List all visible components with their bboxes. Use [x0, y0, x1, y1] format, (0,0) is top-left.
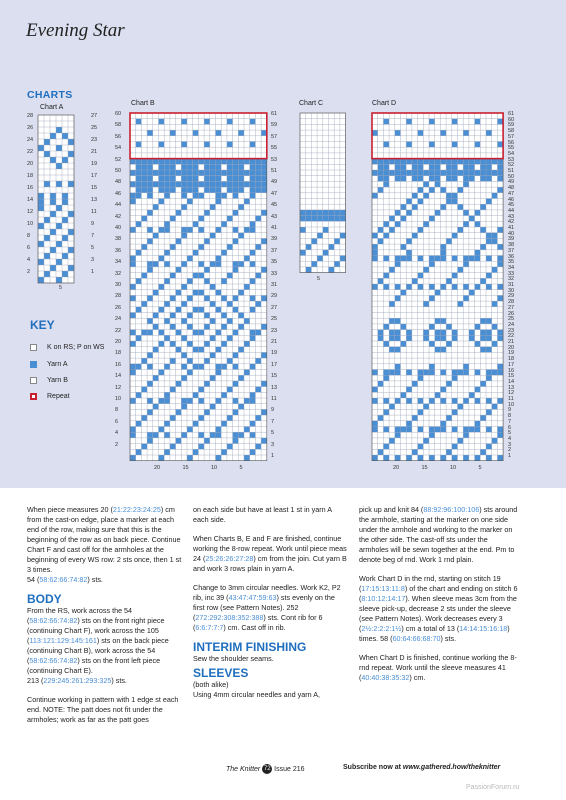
row-number: 16: [508, 367, 515, 374]
row-number: 27: [271, 304, 278, 311]
row-number: 21: [508, 339, 515, 345]
row-number: 56: [508, 139, 515, 146]
row-number: 24: [115, 316, 122, 323]
row-number: 9: [91, 221, 95, 227]
row-number: 16: [27, 185, 34, 191]
row-number: 49: [508, 179, 515, 186]
page-number: 72: [263, 766, 271, 772]
continue-paragraph: Continue working in pattern with 1 edge st each end. NOTE: The patt does not fit under the armholes; work as far as the patt goes: [27, 695, 179, 724]
row-number: 56: [115, 133, 122, 140]
row-number: 18: [508, 356, 515, 363]
row-number: 53: [508, 156, 515, 163]
chart-a-title: Chart A: [40, 104, 64, 111]
row-number: 26: [115, 304, 122, 311]
column-number: 5: [239, 465, 243, 471]
sleeves-paragraph: (both alike) Using 4mm circular needles and yarn A,: [193, 680, 321, 699]
row-number: 12: [115, 384, 122, 391]
issue-number: Issue 216: [274, 765, 305, 773]
row-number: 7: [91, 233, 95, 239]
key-swatch-repeat: [30, 393, 37, 400]
row-number: 23: [91, 137, 98, 143]
row-number: 7: [508, 418, 512, 425]
row-number: 6: [115, 418, 119, 425]
row-number: 37: [271, 247, 278, 254]
chart-d-title: Chart D: [372, 100, 397, 107]
charts-heading: CHARTS: [27, 89, 73, 101]
row-number: 30: [508, 287, 515, 294]
row-number: 33: [271, 270, 278, 277]
row-number: 40: [115, 225, 122, 231]
row-number: 52: [508, 162, 515, 169]
watermark: PassionForum.ru: [466, 784, 520, 791]
row-number: 39: [508, 236, 515, 243]
row-number: 15: [91, 185, 98, 191]
column-number: 15: [421, 465, 428, 471]
row-number: 24: [27, 137, 34, 143]
row-number: 14: [27, 197, 34, 203]
row-number: 31: [271, 282, 278, 288]
row-number: 42: [508, 219, 515, 226]
row-number: 9: [271, 407, 275, 414]
row-number: 61: [271, 111, 278, 117]
row-number: 5: [91, 245, 95, 251]
interim-finishing-text: Sew the shoulder seams.: [193, 654, 274, 663]
row-number: 1: [271, 453, 275, 459]
chartB-grid: [129, 112, 268, 462]
row-number: 54: [508, 150, 515, 157]
row-number: 3: [508, 441, 512, 448]
row-number: 40: [508, 230, 515, 237]
row-number: 21: [271, 339, 278, 345]
row-number: 38: [508, 242, 515, 249]
sleeves-heading: SLEEVES: [193, 666, 249, 680]
column-number: 20: [154, 465, 161, 471]
row-number: 17: [271, 361, 278, 368]
row-number: 8: [27, 233, 31, 239]
magazine-name: The Knitter: [226, 765, 261, 773]
row-number: 35: [508, 259, 515, 266]
row-number: 34: [508, 264, 515, 271]
column-number: 5: [478, 465, 482, 471]
row-number: 28: [27, 113, 34, 119]
row-number: 58: [115, 122, 122, 129]
text-column-1: [27, 505, 182, 734]
row-number: 5: [271, 430, 275, 437]
row-number: 18: [27, 173, 34, 179]
interim-finishing-heading: INTERIM FINISHING: [193, 640, 307, 654]
row-number: 26: [508, 310, 515, 317]
row-number: 1: [91, 269, 95, 275]
row-number: 28: [508, 299, 515, 306]
row-number: 7: [271, 418, 275, 425]
row-number: 30: [115, 282, 122, 288]
row-number: 10: [115, 396, 122, 402]
row-number: 38: [115, 236, 122, 243]
row-number: 4: [508, 435, 512, 442]
row-number: 39: [271, 236, 278, 243]
page-title: Evening Star: [26, 20, 125, 41]
subscribe-link[interactable]: www.gathered.how/theknitter: [402, 764, 501, 771]
row-number: 26: [27, 125, 34, 131]
key-label-yarn-a: Yarn A: [47, 360, 68, 368]
row-number: 22: [508, 333, 515, 340]
row-number: 3: [91, 257, 95, 263]
sleeve-finish-paragraph: When Chart D is finished, continue working the 8-rnd repeat. Work until the sleeve measures 41 (40:40:38:35:32) cm.: [359, 653, 517, 682]
row-number: 19: [271, 350, 278, 357]
key-swatch-yarn-b: [30, 377, 37, 384]
chart-c-title: Chart C: [299, 100, 324, 107]
row-number: 34: [115, 259, 122, 266]
row-number: 43: [271, 213, 278, 220]
row-number: 22: [115, 327, 122, 334]
key-item-knit: [30, 342, 104, 352]
row-number: 23: [508, 327, 515, 334]
row-number: 4: [115, 430, 119, 437]
row-number: 47: [508, 190, 515, 197]
body-paragraph: From the RS, work across the 54 (58:62:66:74:82) sts on the front right piece (continuing Chart F), work across the 105 (113:121:129:145:161) sts on the back piece (continuing Chart B), work across the 54 (58:62:66:74:82) sts on the front left piece (continuing Chart E). 213 (229:245:261:293:325) sts.: [27, 606, 169, 685]
footer-subscribe: Subscribe now at www.gathered.how/theknitter: [343, 764, 501, 771]
row-number: 61: [508, 111, 515, 117]
key-label-knit: K on RS; P on WS: [47, 343, 105, 351]
row-number: 20: [508, 344, 515, 351]
row-number: 15: [508, 373, 515, 380]
row-number: 19: [508, 350, 515, 357]
row-number: 29: [271, 293, 278, 300]
row-number: 6: [508, 424, 512, 431]
row-number: 57: [271, 133, 278, 140]
row-number: 41: [271, 225, 278, 231]
row-number: 58: [508, 128, 515, 135]
chart-a: [37, 114, 87, 282]
row-number: 17: [508, 361, 515, 368]
row-number: 16: [115, 361, 122, 368]
row-number: 20: [27, 161, 34, 167]
row-number: 6: [27, 245, 31, 251]
row-number: 13: [508, 384, 515, 391]
row-number: 2: [115, 441, 119, 448]
row-number: 45: [508, 202, 515, 209]
row-number: 51: [271, 168, 278, 174]
chartC-grid: [299, 112, 347, 274]
row-number: 11: [508, 396, 514, 402]
row-number: 33: [508, 270, 515, 277]
row-number: 8: [508, 413, 512, 420]
row-number: 11: [91, 209, 97, 215]
row-number: 48: [508, 185, 515, 192]
row-number: 41: [508, 225, 515, 231]
armhole-paragraph: When piece measures 20 (21:22:23:24:25) cm from the cast-on edge, place a marker at each end of the row, making sure that this is the beginning of the row as on back piece. Continue Chart F and cast off for the armholes at the beginning of every WS row: 2 sts once, then 1 st 3 times. 54 (58:62:66:74:82) sts.: [27, 505, 182, 584]
key-item-yarn-a: [30, 359, 68, 369]
row-number: 50: [508, 173, 515, 180]
row-number: 36: [115, 247, 122, 254]
chart-c: [299, 112, 345, 272]
chartD-grid: [371, 112, 504, 462]
row-number: 49: [271, 179, 278, 186]
chart-d: [371, 112, 505, 460]
edge-stitch-paragraph: on each side but have at least 1 st in yarn A each side.: [193, 505, 332, 524]
row-number: 36: [508, 253, 515, 260]
row-number: 54: [115, 145, 122, 152]
row-number: 32: [115, 270, 122, 277]
row-number: 10: [508, 401, 515, 408]
column-number: 10: [211, 465, 218, 471]
row-number: 52: [115, 156, 122, 163]
row-number: 10: [27, 221, 34, 227]
row-number: 22: [27, 149, 34, 155]
row-number: 21: [91, 149, 98, 155]
row-number: 31: [508, 282, 515, 288]
row-number: 51: [508, 168, 515, 174]
row-number: 35: [271, 259, 278, 266]
chart-c-column-label: 5: [317, 276, 321, 282]
chart-b: [129, 112, 268, 460]
rib-paragraph: Change to 3mm circular needles. Work K2, P2 rib, inc 39 (43:47:47:59:63) sts evenly on the first row (see Pattern Notes). 252 (272:292:308:352:388) sts. Cont rib for 6 (6:6:7:7:7) cm. Cast off in rib.: [193, 583, 341, 632]
column-number: 10: [450, 465, 457, 471]
footer-issue: [226, 764, 305, 774]
row-number: 43: [508, 213, 515, 220]
row-number: 57: [508, 133, 515, 140]
row-number: 20: [115, 339, 122, 345]
row-number: 27: [91, 113, 98, 119]
row-number: 23: [271, 327, 278, 334]
row-number: 3: [271, 441, 275, 448]
row-number: 13: [271, 384, 278, 391]
row-number: 2: [27, 269, 31, 275]
row-number: 2: [508, 447, 512, 454]
row-number: 48: [115, 179, 122, 186]
row-number: 14: [508, 378, 515, 385]
row-number: 24: [508, 321, 515, 328]
row-number: 44: [115, 202, 122, 209]
row-number: 60: [115, 111, 122, 117]
chartA-grid: [37, 114, 75, 284]
row-number: 42: [115, 213, 122, 220]
row-number: 14: [115, 373, 122, 380]
row-number: 8: [115, 407, 119, 414]
row-number: 60: [508, 116, 515, 123]
row-number: 13: [91, 197, 98, 203]
row-number: 27: [508, 304, 515, 311]
row-number: 28: [115, 293, 122, 300]
text-column-3: [359, 505, 519, 692]
row-number: 55: [271, 145, 278, 152]
key-item-repeat: [30, 391, 70, 401]
key-label-repeat: Repeat: [47, 392, 70, 400]
row-number: 9: [508, 407, 512, 414]
row-number: 37: [508, 247, 515, 254]
row-number: 11: [271, 396, 277, 402]
body-heading: BODY: [27, 592, 62, 606]
key-item-yarn-b: [30, 375, 68, 385]
key-label-yarn-b: Yarn B: [47, 376, 68, 384]
chart-d-paragraph: Work Chart D in the rnd, starting on stitch 19 (17:15:13:11:8) of the chart and ending on stitch 6 (8:10:12:14:17). When sleeve meas 3cm from the sleeve pick-up, decrease 2 sts under the sleeve (see Pattern Notes). Work decreases every 3 (2½:2:2:2:1½) cm a total of 13 (14:14:15:16:18) times. 58 (60:64:66:68:70) sts.: [359, 574, 518, 643]
chart-b-title: Chart B: [131, 100, 155, 107]
row-number: 32: [508, 276, 515, 283]
row-number: 18: [115, 350, 122, 357]
row-number: 19: [91, 161, 98, 167]
row-number: 45: [271, 202, 278, 209]
row-number: 12: [27, 209, 34, 215]
row-number: 44: [508, 207, 515, 214]
row-number: 53: [271, 156, 278, 163]
row-number: 50: [115, 168, 122, 174]
key-swatch-yarn-a: [30, 361, 37, 368]
row-number: 55: [508, 145, 515, 152]
row-number: 15: [271, 373, 278, 380]
row-number: 17: [91, 173, 98, 179]
row-number: 25: [508, 316, 515, 323]
row-number: 25: [271, 316, 278, 323]
row-number: 25: [91, 125, 98, 131]
key-swatch-knit: [30, 344, 37, 351]
row-number: 1: [508, 453, 512, 459]
row-number: 12: [508, 390, 515, 397]
row-number: 29: [508, 293, 515, 300]
pick-up-paragraph: pick up and knit 84 (88:92:96:100:106) sts around the armhole, starting at the marker on one side under the armhole and working to the marker on the other side. The cast-off sts under the armholes will be sewn together at the end. Pm to denote beg of rnd. Work 1 rnd plain.: [359, 505, 518, 564]
text-column-2: [193, 505, 348, 709]
row-number: 5: [508, 430, 512, 437]
column-number: 15: [182, 465, 189, 471]
repeat-paragraph: When Charts B, E and F are finished, continue working the 8-row repeat. Work until piece meas 24 (25:26:26:27:28) cm from the join. Cut yarn B and work 3 rows plain in yarn A.: [193, 534, 347, 573]
key-heading: KEY: [30, 318, 55, 332]
row-number: 46: [115, 190, 122, 197]
row-number: 4: [27, 257, 31, 263]
row-number: 59: [508, 122, 515, 129]
row-number: 46: [508, 196, 515, 203]
row-number: 47: [271, 190, 278, 197]
row-number: 59: [271, 122, 278, 129]
column-number: 20: [393, 465, 400, 471]
chart-a-column-label: 5: [59, 285, 63, 291]
